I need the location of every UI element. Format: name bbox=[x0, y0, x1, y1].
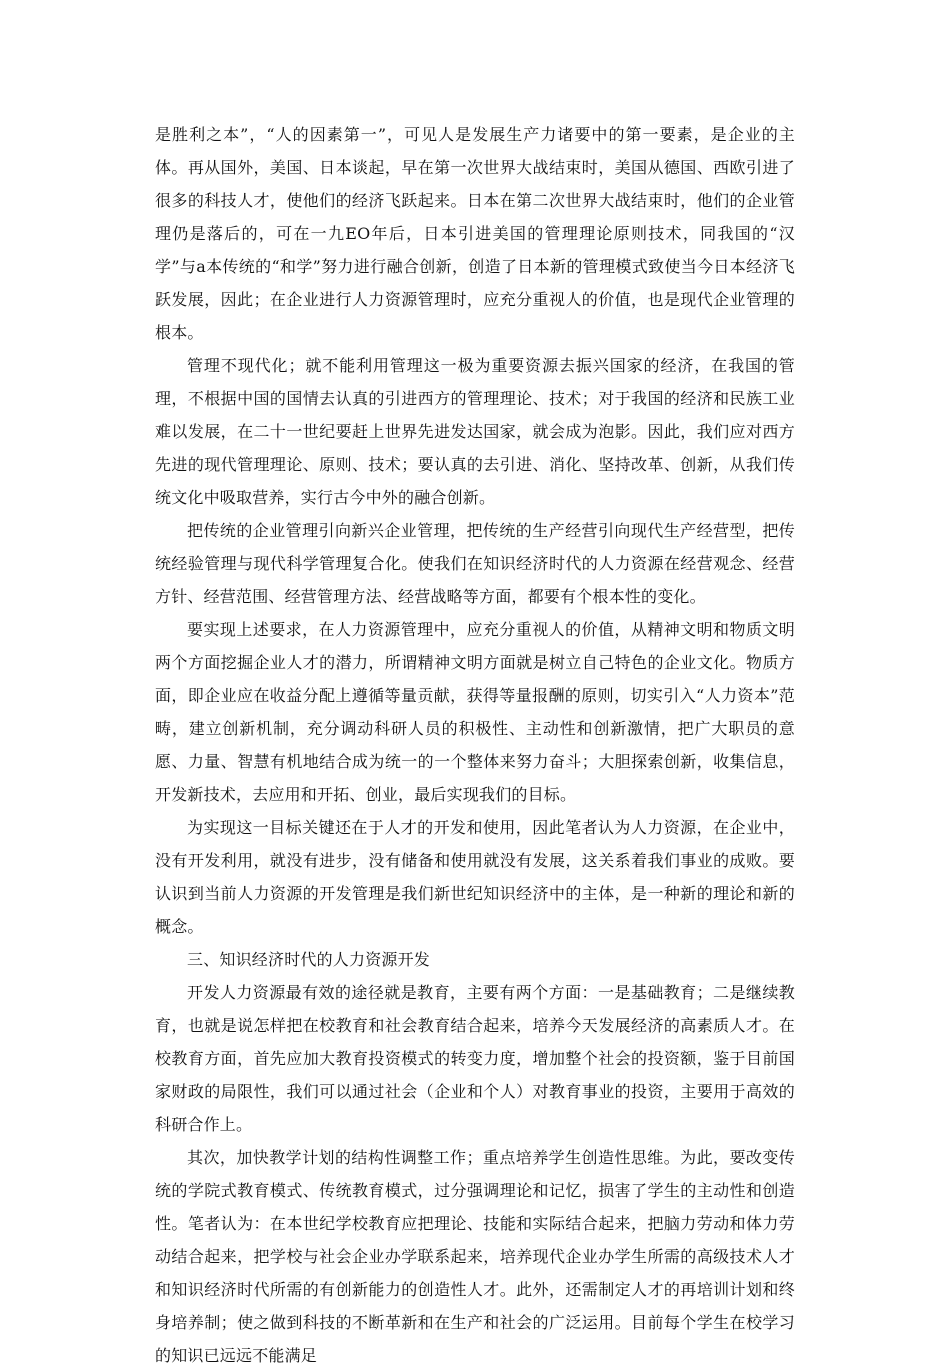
paragraph-continued: 是胜利之本”，“人的因素第一”，可见人是发展生产力诸要中的第一要素，是企业的主体。再从国外，美国、日本谈起，早在第一次世界大战结束时，美国从德国、西欧引进了很多的科技人才，使他们的经济飞跃起来。日本在第二次世界大战结束时，他们的企业管理仍是落后的，可在一九EO年后，日本引进美国的管理理论原则技术，同我国的“汉学”与a本传统的“和学”努力进行融合创新，创造了日本新的管理模式致使当今日本经济飞跃发展，因此；在企业进行人力资源管理时，应充分重视人的价值，也是现代企业管理的根本。 bbox=[155, 125, 795, 342]
paragraph: 其次，加快教学计划的结构性调整工作；重点培养学生创造性思维。为此，要改变传统的学院式教育模式、传统教育模式，过分强调理论和记忆，损害了学生的主动性和创造性。笔者认为：在本世纪学校教育应把理论、技能和实际结合起来，把脑力劳动和体力劳动结合起来，把学校与社会企业办学联系起来，培养现代企业办学生所需的高级技术人才和知识经济时代所需的有创新能力的创造性人才。此外，还需制定人才的再培训计划和终身培养制；使之做到科技的不断革新和在生产和社会的广泛运用。目前每个学生在校学习的知识已远远不能满足 bbox=[155, 1148, 795, 1365]
paragraph: 为实现这一目标关键还在于人才的开发和使用，因此笔者认为人力资源，在企业中，没有开发利用，就没有进步，没有储备和使用就没有发展，这关系着我们事业的成败。要认识到当前人力资源的开发管理是我们新世纪知识经济中的主体，是一种新的理论和新的概念。 bbox=[155, 818, 795, 936]
paragraph: 管理不现代化；就不能利用管理这一极为重要资源去振兴国家的经济，在我国的管理，不根据中国的国情去认真的引进西方的管理理论、技术；对于我国的经济和民族工业难以发展，在二十一世纪要赶上世界先进发达国家，就会成为泡影。因此，我们应对西方先进的现代管理理论、原则、技术；要认真的去引进、消化、坚持改革、创新，从我们传统文化中吸取营养，实行古今中外的融合创新。 bbox=[155, 356, 795, 507]
paragraph: 把传统的企业管理引向新兴企业管理，把传统的生产经营引向现代生产经营型，把传统经验管理与现代科学管理复合化。使我们在知识经济时代的人力资源在经营观念、经营方针、经营范围、经营管理方法、经营战略等方面，都要有个根本性的变化。 bbox=[155, 521, 795, 606]
section-heading: 三、知识经济时代的人力资源开发 bbox=[187, 950, 431, 969]
document-body bbox=[155, 118, 795, 1372]
paragraph: 要实现上述要求，在人力资源管理中，应充分重视人的价值，从精神文明和物质文明两个方面挖掘企业人才的潜力，所谓精神文明方面就是树立自己特色的企业文化。物质方面，即企业应在收益分配上遵循等量贡献，获得等量报酬的原则，切实引入“人力资本”范畴，建立创新机制，充分调动科研人员的积极性、主动性和创新激情，把广大职员的意愿、力量、智慧有机地结合成为统一的一个整体来努力奋斗；大胆探索创新，收集信息，开发新技术，去应用和开拓、创业，最后实现我们的目标。 bbox=[155, 620, 795, 804]
paragraph: 开发人力资源最有效的途径就是教育，主要有两个方面：一是基础教育；二是继续教育，也就是说怎样把在校教育和社会教育结合起来，培养今天发展经济的高素质人才。在校教育方面，首先应加大教育投资模式的转变力度，增加整个社会的投资额，鉴于目前国家财政的局限性，我们可以通过社会（企业和个人）对教育事业的投资，主要用于高效的科研合作上。 bbox=[155, 983, 795, 1134]
